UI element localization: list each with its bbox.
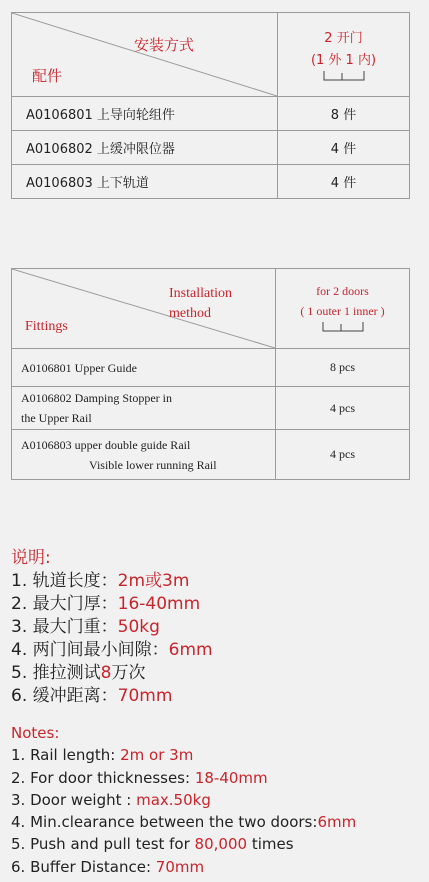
table-header-corner (12, 13, 278, 97)
notes-title: Notes: (11, 724, 60, 742)
table-header-door-config (278, 13, 410, 97)
table-row (12, 387, 410, 430)
door-bracket-icon (322, 70, 366, 82)
notes-chinese (11, 547, 213, 708)
list-item (11, 833, 356, 855)
header-method-label-1: Installation (169, 286, 232, 301)
fitting-code: A0106801 上导向轮组件 (12, 97, 278, 131)
note-value: 50kg (117, 617, 160, 637)
note-label: 4. Min.clearance between the two doors: (11, 813, 318, 832)
table-row (12, 349, 410, 387)
fitting-code (12, 349, 276, 387)
diagonal-divider (12, 269, 275, 348)
note-label: 5. Push and pull test for (11, 835, 195, 854)
note-suffix: 万次 (111, 663, 146, 683)
fitting-code-line-1: A0106801 Upper Guide (21, 360, 137, 375)
table-row (12, 97, 410, 131)
list-item (11, 639, 213, 662)
notes-english (11, 722, 356, 878)
table-row (12, 165, 410, 199)
list-item (11, 662, 213, 685)
note-label: 1. 轨道长度： (11, 571, 118, 591)
note-label: 3. 最大门重： (11, 617, 118, 637)
table-header-door-config (276, 269, 410, 349)
fitting-code-line-2: Visible lower running Rail (89, 457, 217, 472)
fitting-code: A0106803 上下轨道 (12, 165, 278, 199)
list-item (11, 744, 356, 766)
door-bracket-icon (321, 321, 365, 333)
note-value: 6mm (317, 813, 357, 832)
note-value: 8 (100, 663, 112, 683)
fitting-code-line-2: the Upper Rail (21, 411, 92, 425)
fittings-table-english (11, 268, 410, 480)
header-fittings-label: Fittings (25, 319, 68, 334)
note-label: 5. 推拉测试 (11, 663, 101, 683)
list-item (11, 767, 356, 789)
note-label: 2. 最大门厚： (11, 594, 118, 614)
fitting-code: A0106802 上缓冲限位器 (12, 131, 278, 165)
note-label: 6. 缓冲距离： (11, 686, 118, 706)
fitting-qty: 4 件 (278, 165, 410, 199)
note-label: 4. 两门间最小间隙： (11, 640, 169, 660)
fitting-code (12, 430, 276, 480)
note-label: 1. Rail length: (11, 746, 121, 765)
note-suffix: times (247, 835, 294, 854)
fitting-code-line-1: A0106803 upper double guide Rail (21, 437, 191, 452)
note-value: 70mm (155, 857, 205, 876)
fitting-qty: 4 件 (278, 131, 410, 165)
header-method-label: 安装方式 (134, 36, 195, 54)
list-item (11, 789, 356, 811)
note-value: max.50kg (136, 790, 211, 809)
fitting-qty: 4 pcs (276, 430, 410, 480)
header-method-label-2: method (169, 306, 211, 321)
door-config-title: for 2 doors (316, 284, 369, 298)
fitting-code (12, 387, 276, 430)
note-value: 80,000 (194, 835, 248, 854)
note-value: 16-40mm (117, 594, 201, 614)
note-label: 6. Buffer Distance: (11, 857, 156, 876)
note-value: 18-40mm (194, 768, 268, 787)
notes-title: 说明: (11, 548, 51, 568)
fitting-qty: 8 件 (278, 97, 410, 131)
note-value: 70mm (117, 686, 173, 706)
list-item (11, 685, 213, 708)
door-config-sub: (1 外 1 内) (310, 53, 377, 68)
note-value: 2m或3m (117, 571, 190, 591)
fitting-code-line-1: A0106802 Damping Stopper in (21, 391, 172, 405)
note-value: 2m or 3m (120, 746, 194, 765)
list-item (11, 616, 213, 639)
list-item (11, 593, 213, 616)
note-label: 3. Door weight : (11, 790, 137, 809)
fitting-qty: 8 pcs (276, 349, 410, 387)
table-header-corner (12, 269, 276, 349)
list-item (11, 570, 213, 593)
fittings-table-chinese (11, 12, 410, 199)
note-label: 2. For door thicknesses: (11, 768, 195, 787)
door-config-title: 2 开门 (324, 31, 363, 46)
table-row (12, 131, 410, 165)
note-value: 6mm (168, 640, 213, 660)
list-item (11, 811, 356, 833)
header-fittings-label: 配件 (32, 67, 63, 85)
table-row (12, 430, 410, 480)
door-config-sub: ( 1 outer 1 inner ) (300, 304, 385, 318)
fitting-qty: 4 pcs (276, 387, 410, 430)
list-item (11, 856, 356, 878)
